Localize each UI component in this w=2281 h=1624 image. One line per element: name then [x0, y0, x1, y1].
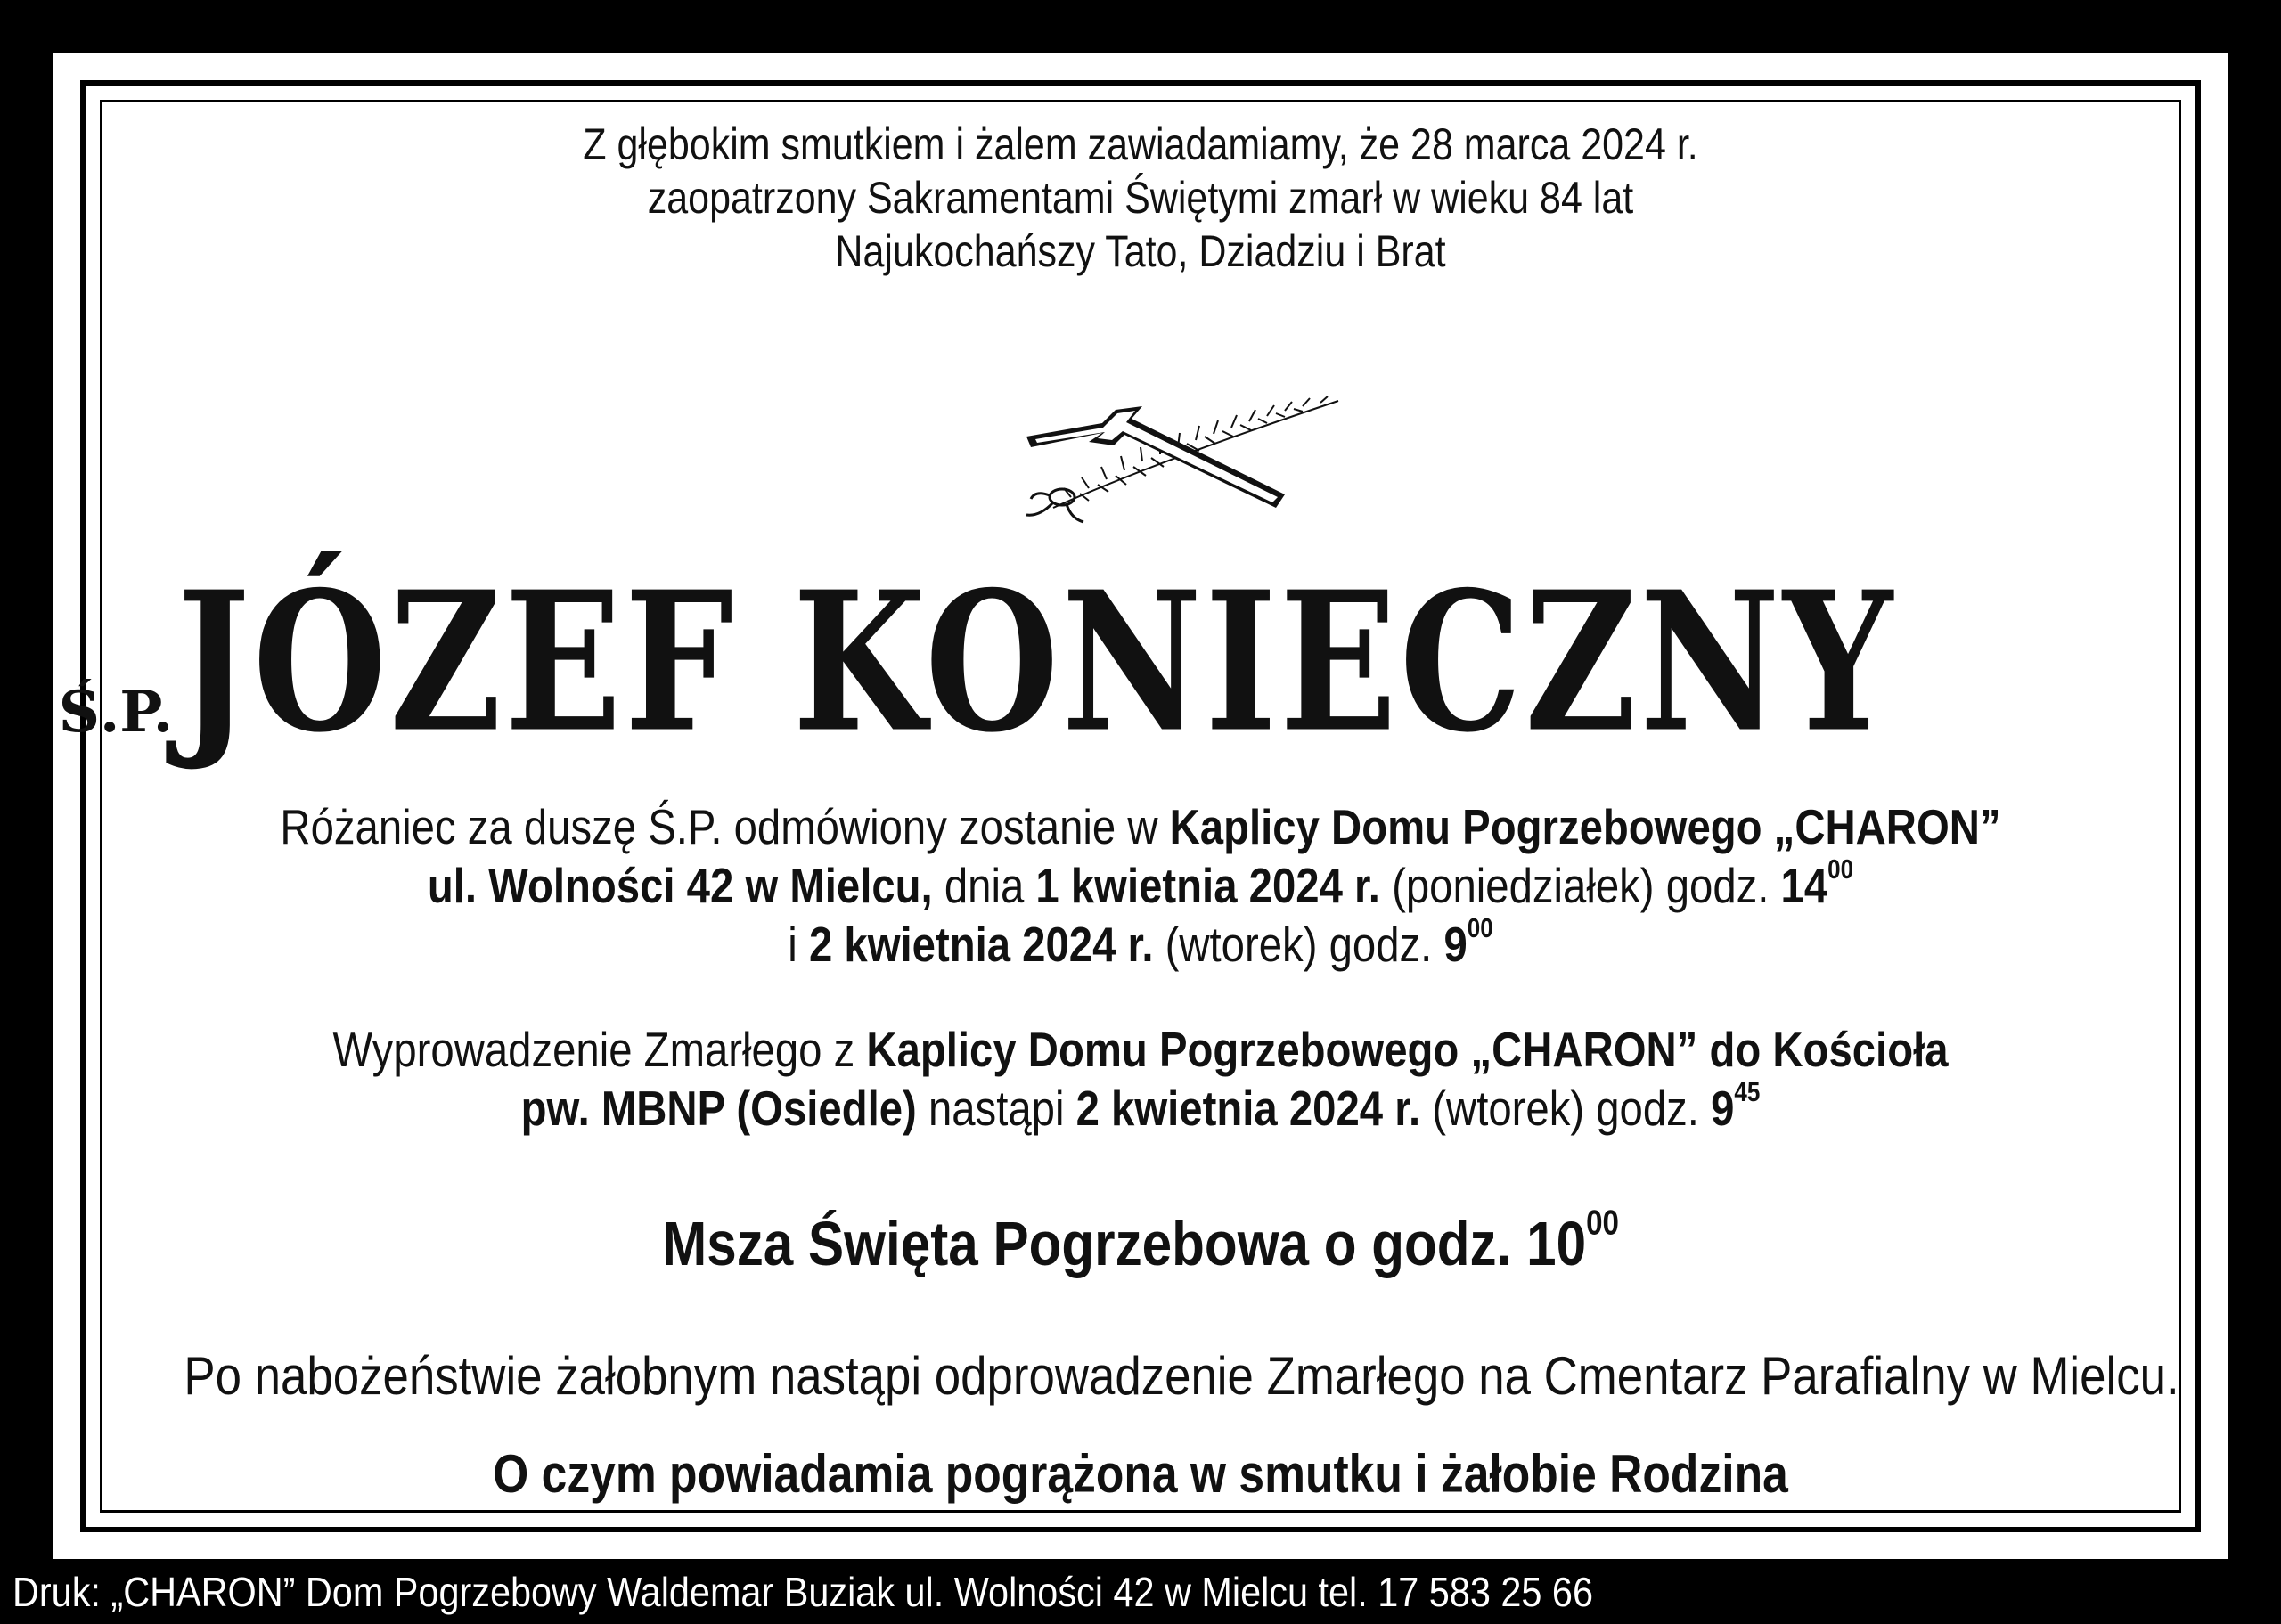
rosary-text: Różaniec za duszę Ś.P. odmówiony zostanie w	[280, 799, 1170, 854]
mass-line	[206, 1204, 2075, 1279]
time-minutes: 00	[1467, 913, 1493, 943]
mass-text: Msza Święta Pogrzebowa o godz.	[662, 1209, 1527, 1278]
deceased-name: JÓZEF KONIECZNY	[176, 551, 1895, 775]
name-prefix: Ś.P.	[58, 679, 174, 746]
rosary-text: i	[788, 917, 809, 972]
after-service-line: Po nabożeństwie żałobnym nastąpi odprowadzenie Zmarłego na Cmentarz Parafialny w Mielcu.	[184, 1346, 2179, 1406]
procession-text: Wyprowadzenie Zmarłego z	[332, 1022, 867, 1077]
rosary-time-1	[1780, 854, 1854, 913]
intro-line-1: Z głębokim smutkiem i żalem zawiadamiamy, że 28 marca 2024 r.	[583, 119, 1698, 169]
rosary-line-2	[206, 854, 2075, 914]
procession-place: Kaplicy Domu Pogrzebowego „CHARON” do Kościoła	[866, 1022, 1949, 1077]
rosary-date-2: 2 kwietnia 2024 r.	[808, 917, 1154, 972]
obituary-card	[53, 53, 2228, 1559]
rosary-time-2	[1443, 913, 1493, 972]
time-minutes: 45	[1734, 1077, 1761, 1107]
deceased-name-row	[53, 551, 2228, 793]
time-hour: 9	[1711, 1081, 1735, 1136]
procession-line-2	[206, 1077, 2075, 1137]
cross-with-palm-icon	[1018, 383, 1356, 526]
printer-footer: Druk: „CHARON” Dom Pogrzebowy Waldemar Buziak ul. Wolności 42 w Mielcu tel. 17 583 25 66	[12, 1569, 1593, 1615]
procession-text: nastąpi	[916, 1081, 1076, 1136]
rosary-place: Kaplicy Domu Pogrzebowego „CHARON”	[1169, 799, 2001, 854]
intro-line-2: zaopatrzony Sakramentami Świętymi zmarł w wieku 84 lat	[647, 173, 1634, 223]
procession-text: (wtorek) godz.	[1420, 1081, 1712, 1136]
procession-line-1	[206, 1021, 2075, 1078]
intro-line-3: Najukochańszy Tato, Dziadziu i Brat	[835, 226, 1446, 276]
time-minutes: 00	[1586, 1204, 1619, 1243]
procession-date: 2 kwietnia 2024 r.	[1075, 1081, 1421, 1136]
rosary-text: dnia	[932, 858, 1036, 913]
time-hour: 10	[1526, 1209, 1587, 1278]
time-hour: 9	[1443, 917, 1468, 972]
family-signature: O czym powiadamia pogrążona w smutku i żałobie Rodzina	[493, 1444, 1788, 1504]
rosary-date-1: 1 kwietnia 2024 r.	[1035, 858, 1380, 913]
procession-time	[1711, 1077, 1761, 1136]
rosary-text: (wtorek) godz.	[1153, 917, 1444, 972]
rosary-address: ul. Wolności 42 w Mielcu,	[427, 858, 933, 913]
procession-church: pw. MBNP (Osiedle)	[520, 1081, 917, 1136]
time-minutes: 00	[1827, 854, 1854, 885]
rosary-text: (poniedziałek) godz.	[1379, 858, 1781, 913]
rosary-line-1	[206, 798, 2075, 855]
rosary-line-3	[206, 913, 2075, 973]
time-hour: 14	[1780, 858, 1828, 913]
